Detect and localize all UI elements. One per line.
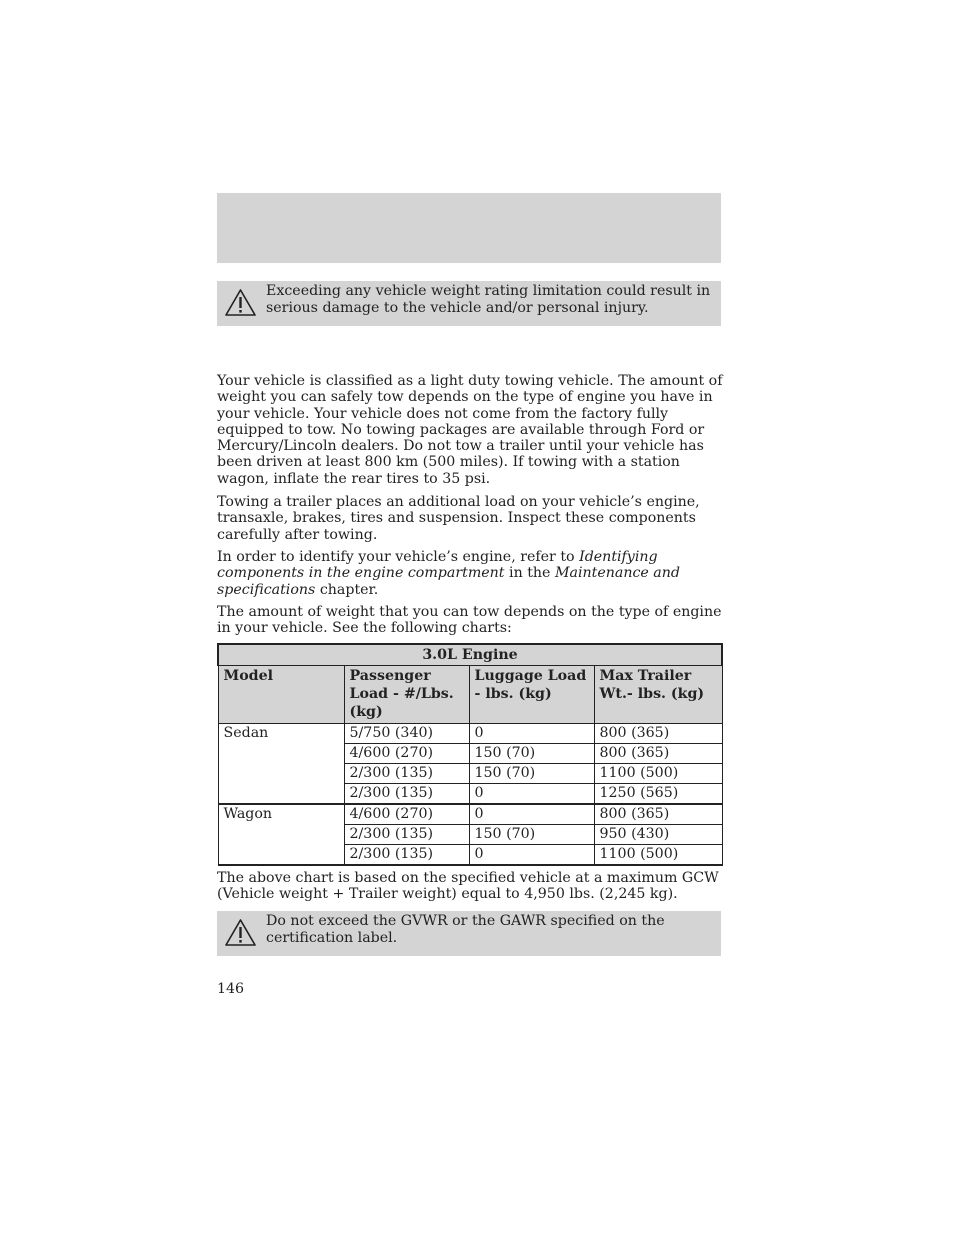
- paragraph-additional-load: Towing a trailer places an additional load on your vehicle’s engine, transaxle, brakes, tires and suspension. Inspect these components carefully after towing.: [217, 494, 700, 543]
- table-cell: 1100 (500): [594, 845, 722, 866]
- section-header-band: [217, 193, 721, 263]
- warning-triangle-icon: [224, 288, 257, 317]
- table-cell: 1250 (565): [594, 784, 722, 805]
- warning-line: Exceeding any vehicle weight rating limitation could result in: [266, 283, 711, 299]
- table-cell: 800 (365): [594, 804, 722, 825]
- reference-link: Identifying components in the engine compartment: [217, 549, 658, 582]
- table-cell: 0: [469, 724, 594, 744]
- column-header-model: Model: [218, 666, 344, 724]
- warning-line: serious damage to the vehicle and/or personal injury.: [266, 300, 649, 316]
- warning-text: [266, 913, 713, 947]
- warning-line: Do not exceed the GVWR or the GAWR specified on the: [266, 913, 665, 929]
- warning-text: [266, 283, 713, 317]
- table-cell: 2/300 (135): [344, 825, 469, 845]
- text-run: in the: [504, 565, 555, 582]
- warning-line: certification label.: [266, 930, 398, 946]
- model-cell: Sedan: [218, 724, 344, 805]
- table-cell: 150 (70): [469, 825, 594, 845]
- warning-box: [217, 281, 721, 326]
- paragraph-gcw-note: The above chart is based on the specified vehicle at a maximum GCW (Vehicle weight + Trailer weight) equal to 4,950 lbs. (2,245 kg).: [217, 870, 719, 903]
- table-cell: 800 (365): [594, 724, 722, 744]
- warning-box: [217, 911, 721, 956]
- table-cell: 2/300 (135): [344, 784, 469, 805]
- table-cell: 1100 (500): [594, 764, 722, 784]
- column-header-luggage-load: Luggage Load - lbs. (kg): [469, 666, 594, 724]
- table-cell: 150 (70): [469, 744, 594, 764]
- table-cell: 0: [469, 845, 594, 866]
- paragraph-towing-class: Your vehicle is classified as a light duty towing vehicle. The amount of weight you can safely tow depends on the type of engine you have in your vehicle. Your vehicle does not come from the factory fully equipped to tow. No towing packages are available through Ford or Mercury/Lincoln dealers. Do not tow a trailer until your vehicle has been driven at least 800 km (500 miles). If towing with a station wagon, inflate the rear tires to 35 psi.: [217, 373, 723, 487]
- warning-triangle-icon: [224, 918, 257, 947]
- model-cell: Wagon: [218, 804, 344, 865]
- table-cell: 4/600 (270): [344, 804, 469, 825]
- table-cell: 2/300 (135): [344, 845, 469, 866]
- table-row: [218, 724, 722, 744]
- table-cell: 5/750 (340): [344, 724, 469, 744]
- paragraph-identify-engine: [217, 549, 723, 598]
- table-cell: 950 (430): [594, 825, 722, 845]
- table-cell: 0: [469, 804, 594, 825]
- text-run: chapter.: [315, 581, 379, 598]
- table-row: [218, 804, 722, 825]
- table-cell: 4/600 (270): [344, 744, 469, 764]
- table-cell: 800 (365): [594, 744, 722, 764]
- paragraph-tow-weight: The amount of weight that you can tow depends on the type of engine in your vehicle. See the following charts:: [217, 604, 722, 637]
- towing-weight-table: [217, 643, 723, 866]
- column-header-max-trailer-weight: Max Trailer Wt.- lbs. (kg): [594, 666, 722, 724]
- table-cell: 150 (70): [469, 764, 594, 784]
- table-title: 3.0L Engine: [218, 644, 722, 666]
- chapter-reference: Maintenance and specifications: [217, 565, 680, 598]
- text-run: In order to identify your vehicle’s engine, refer to: [217, 549, 580, 565]
- table-cell: 2/300 (135): [344, 764, 469, 784]
- table-cell: 0: [469, 784, 594, 805]
- page-number: 146: [217, 981, 245, 997]
- column-header-passenger-load: Passenger Load - #/Lbs. (kg): [344, 666, 469, 724]
